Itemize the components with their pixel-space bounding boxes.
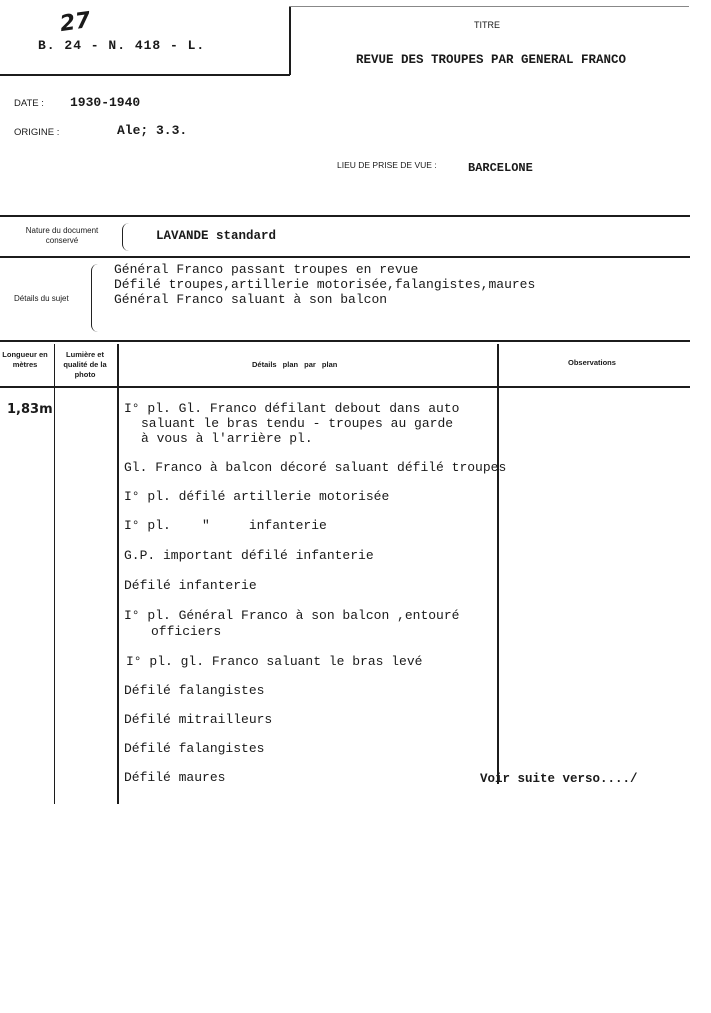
lieu-label: LIEU DE PRISE DE VUE :: [337, 160, 437, 170]
titre-value: REVUE DES TROUPES PAR GENERAL FRANCO: [356, 53, 627, 67]
nature-label: Nature du document conservé: [25, 226, 99, 245]
nature-top-rule: [0, 215, 690, 217]
sujet-label: Détails du sujet: [14, 294, 69, 303]
plan-row: Défilé infanterie: [124, 578, 257, 593]
suite-verso-note: Voir suite verso..../: [480, 772, 638, 786]
sujet-line: Défilé troupes,artillerie motorisée,falangistes,maures: [114, 277, 536, 292]
col-header-lumiere: Lumière et qualité de la photo: [63, 350, 107, 379]
plan-row: officiers: [151, 624, 222, 639]
header-box-right-border: [289, 6, 291, 75]
table-header-rule: [0, 386, 690, 388]
plan-row: I° pl. Général Franco à son balcon ,entouré: [124, 608, 460, 623]
col-header-observations: Observations: [568, 358, 616, 367]
handwritten-number: 27: [58, 7, 93, 38]
nature-bottom-rule: [0, 256, 690, 258]
header-top-rule: [289, 6, 689, 7]
date-value: 1930-1940: [70, 95, 141, 110]
col-divider-3: [497, 344, 499, 784]
col-divider-2: [117, 344, 119, 804]
plan-row: Défilé maures: [124, 770, 226, 785]
sujet-line: Général Franco passant troupes en revue: [114, 262, 419, 277]
sujet-line: Général Franco saluant à son balcon: [114, 292, 388, 307]
col-divider-1: [54, 344, 55, 804]
longueur-value: 1,83m: [7, 402, 53, 417]
lieu-value: BARCELONE: [468, 161, 533, 175]
plan-row: à vous à l'arrière pl.: [141, 431, 313, 446]
plan-row: G.P. important défilé infanterie: [124, 548, 374, 563]
col-header-longueur: Longueur en mètres: [2, 350, 48, 369]
plan-row: Défilé falangistes: [124, 683, 265, 698]
plan-row: I° pl. " infanterie: [124, 518, 327, 533]
reference-number: B. 24 - N. 418 - L.: [38, 38, 206, 53]
nature-value: LAVANDE standard: [156, 229, 277, 243]
plan-row: Défilé mitrailleurs: [124, 712, 273, 727]
plan-row: I° pl. défilé artillerie motorisée: [124, 489, 390, 504]
titre-label: TITRE: [474, 20, 500, 30]
nature-brace: [122, 223, 129, 251]
date-label: DATE :: [14, 98, 44, 109]
plan-row: I° pl. Gl. Franco défilant debout dans auto: [124, 401, 460, 416]
sujet-brace: [91, 264, 98, 332]
origine-label: ORIGINE :: [14, 127, 60, 138]
plan-row: Défilé falangistes: [124, 741, 265, 756]
sujet-bottom-rule: [0, 340, 690, 342]
plan-row: Gl. Franco à balcon décoré saluant défilé troupes: [124, 460, 507, 475]
origine-value: Ale; 3.3.: [117, 123, 188, 138]
plan-row: I° pl. gl. Franco saluant le bras levé: [126, 654, 423, 669]
header-box-bottom-border: [0, 74, 290, 76]
plan-row: saluant le bras tendu - troupes au garde: [141, 416, 454, 431]
col-header-details: Détails plan par plan: [252, 360, 338, 369]
